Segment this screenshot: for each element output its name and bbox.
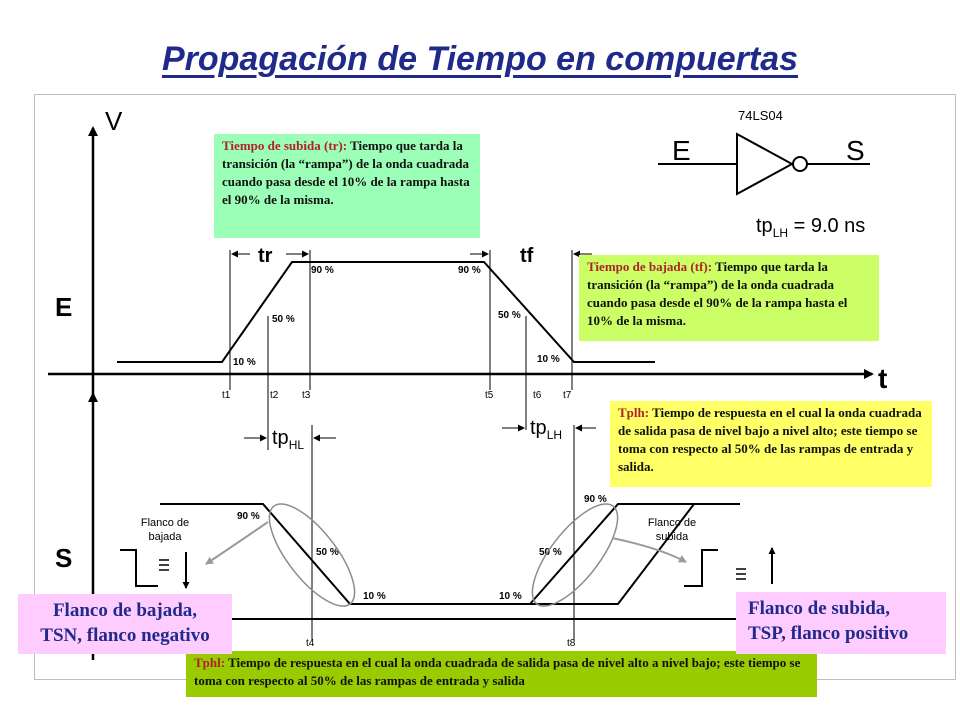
- t-axis-label: t: [878, 363, 888, 394]
- page-title: Propagación de Tiempo en compuertas: [161, 40, 799, 78]
- falling-edge-box: [18, 594, 232, 654]
- note-tphl: [186, 651, 817, 697]
- rising-equiv-icon: [736, 569, 746, 579]
- time-label-t6: t6: [533, 390, 542, 401]
- s-signal-label: S: [55, 543, 73, 573]
- time-label-t2: t2: [270, 390, 279, 401]
- falling-edge-symbol: [120, 550, 158, 586]
- note-tphl-text: Tiempo de respuesta en el cual la onda cuadrada de salida pasa de nivel alto a nivel bajo; este tiempo se toma con respecto al 50% de las rampas de entrada y salida: [194, 655, 801, 688]
- rising-edge-symbol: [684, 550, 718, 586]
- inverter-gate-icon: [737, 134, 792, 194]
- tphl-label: $tp_{HL}$: [272, 427, 305, 452]
- pct-in-10-rise: 10 %: [233, 357, 256, 368]
- gate-delay-label: $tp_{LH} = 9.0$ ns: [756, 215, 866, 240]
- pct-out-50-fall: 50 %: [316, 547, 339, 558]
- pct-out-10-fall: 10 %: [363, 591, 386, 602]
- note-fall-time-text: Tiempo que tarda la transición (la “rampa”) de la onda cuadrada cuando pasa desde el 90% de la rampa hasta el 10% de la misma.: [587, 259, 848, 328]
- falling-edge-box-line1: Flanco de bajada,: [52, 600, 198, 621]
- time-label-t3: t3: [302, 390, 311, 401]
- time-label-t1: t1: [222, 390, 231, 401]
- rising-edge-label-2: subida: [655, 531, 689, 543]
- pct-in-90-rise: 90 %: [311, 265, 334, 276]
- falling-edge-label-1: Flanco de: [140, 517, 190, 529]
- tplh-label: $tp_{LH}$: [530, 417, 563, 442]
- rising-edge-box: [736, 592, 946, 654]
- pct-out-10-rise: 10 %: [499, 591, 522, 602]
- pct-out-50-rise: 50 %: [539, 547, 562, 558]
- note-fall-time: [579, 255, 879, 341]
- note-rise-time-text: Tiempo que tarda la transición (la “rampa”) de la onda cuadrada cuando pasa desde el 10% de la rampa hasta el 90% de la misma.: [222, 138, 470, 207]
- pct-in-10-fall: 10 %: [537, 354, 560, 365]
- rising-edge-box-line2: TSP, flanco positivo: [748, 623, 909, 644]
- v-axis-label: V: [105, 106, 123, 136]
- note-rise-time-key: Tiempo de subida (tr):: [222, 138, 348, 153]
- rising-edge-label-1: Flanco de: [647, 517, 697, 529]
- falling-edge-pointer: [206, 522, 268, 564]
- pct-in-50-rise: 50 %: [272, 314, 295, 325]
- note-rise-time: [214, 134, 480, 238]
- inverter-bubble-icon: [793, 157, 807, 171]
- e-signal-label: E: [55, 292, 73, 322]
- pct-in-90-fall: 90 %: [458, 265, 481, 276]
- time-label-t7: t7: [563, 390, 572, 401]
- time-label-t8: t8: [567, 638, 576, 649]
- time-label-t4: t4: [306, 638, 315, 649]
- note-tplh-text: Tiempo de respuesta en el cual la onda cuadrada de salida pasa de nivel bajo a nivel alto; este tiempo se toma con respecto al 50% de las rampas de entrada y salida.: [618, 405, 922, 474]
- gate-input-label: E: [672, 135, 691, 166]
- falling-edge-box-line2: TSN, flanco negativo: [40, 625, 210, 646]
- note-fall-time-key: Tiempo de bajada (tf):: [587, 259, 713, 274]
- rising-edge-box-line1: Flanco de subida,: [748, 598, 891, 619]
- pct-out-90-rise: 90 %: [584, 494, 607, 505]
- note-tphl-key: Tphl:: [194, 655, 226, 670]
- tf-label: tf: [520, 245, 534, 267]
- time-label-t5: t5: [485, 390, 494, 401]
- gate-output-label: S: [846, 135, 865, 166]
- pct-out-90-fall: 90 %: [237, 511, 260, 522]
- input-waveform: [117, 262, 655, 362]
- note-tplh-key: Tplh:: [618, 405, 650, 420]
- falling-edge-label-2: bajada: [148, 531, 182, 543]
- falling-equiv-icon: [159, 560, 169, 570]
- tr-label: tr: [258, 245, 273, 267]
- pct-in-50-fall: 50 %: [498, 310, 521, 321]
- gate-part-number: 74LS04: [738, 108, 783, 123]
- note-tplh: [610, 401, 932, 487]
